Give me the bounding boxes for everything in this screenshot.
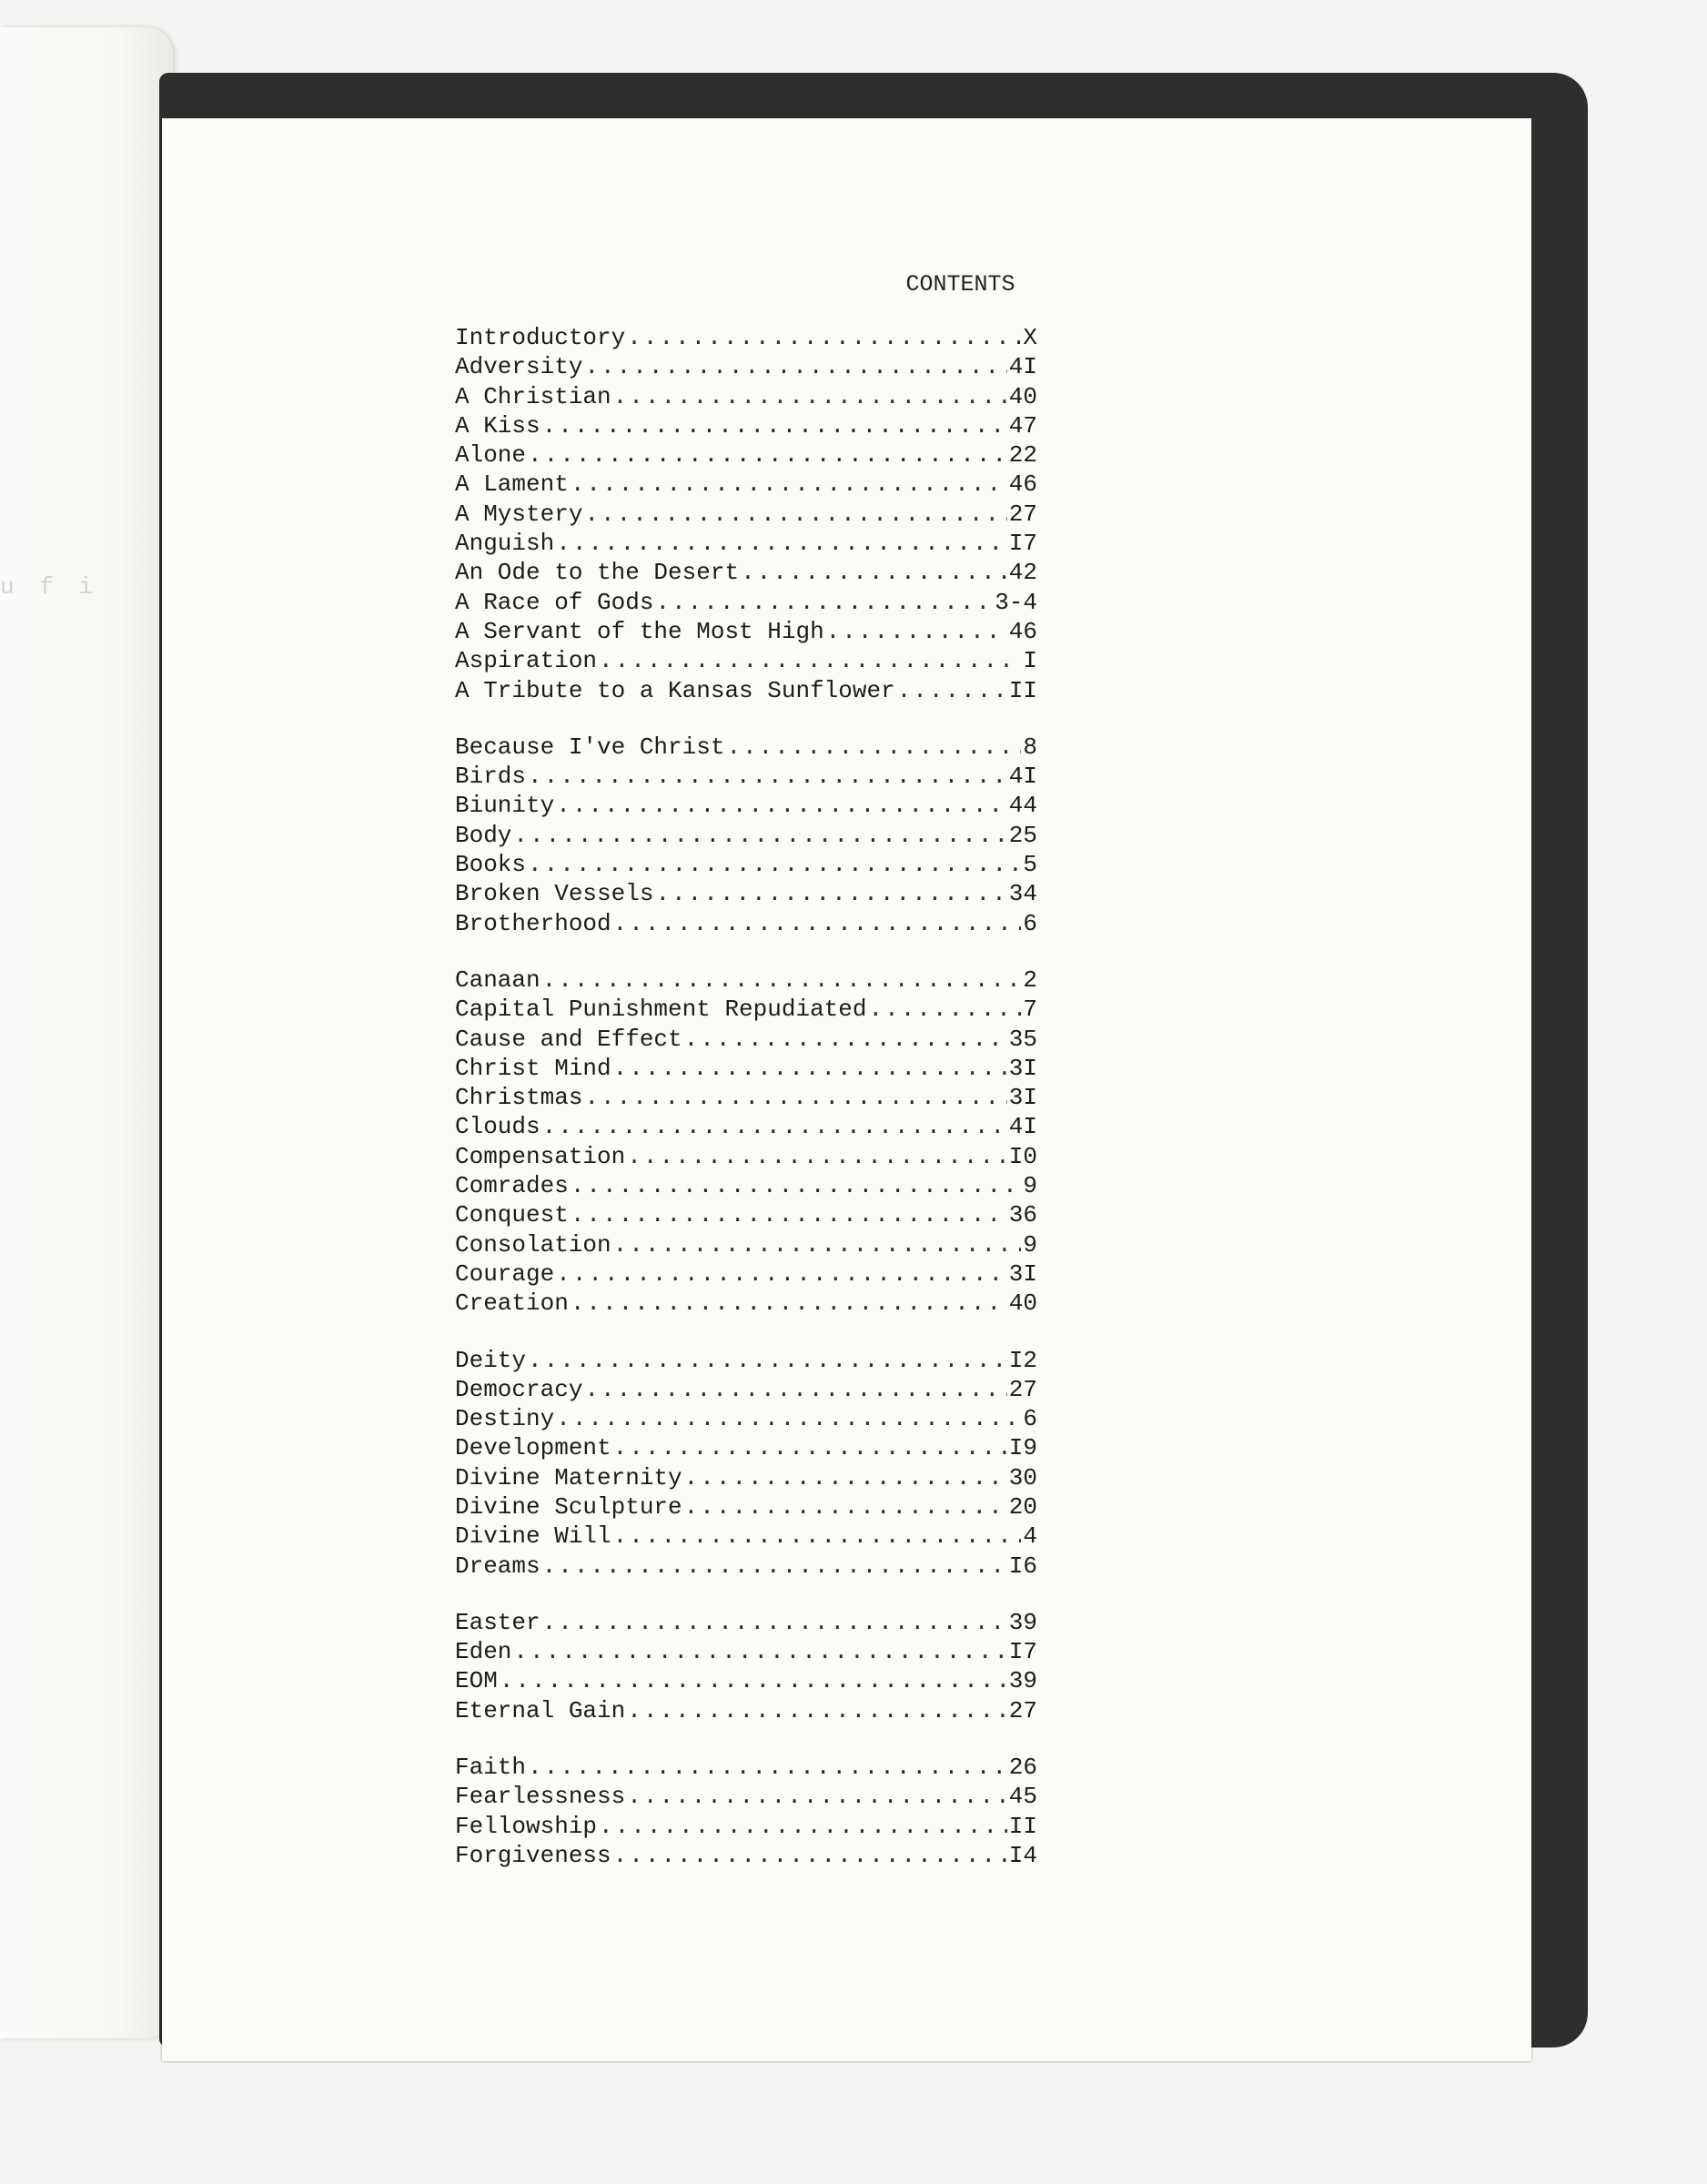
- toc-entry: [455, 1172, 1037, 1201]
- toc-entry: [455, 1493, 1037, 1522]
- toc-entry: [455, 324, 1037, 353]
- entry-title: Courage: [455, 1259, 555, 1288]
- toc-entry: [455, 1842, 1037, 1871]
- entry-title: A Race of Gods: [455, 588, 654, 616]
- entry-title: Anguish: [455, 530, 555, 558]
- toc-group: [455, 966, 1037, 1320]
- toc-entry: [455, 880, 1037, 909]
- entry-title: Democracy: [455, 1375, 583, 1403]
- toc-entry: [455, 1347, 1037, 1376]
- entry-page-number: 30: [1008, 1463, 1037, 1491]
- toc-entry: [455, 1201, 1037, 1230]
- toc-entry: [455, 1638, 1037, 1667]
- dot-leader: [613, 1231, 1022, 1259]
- entry-page-number: 25: [1008, 821, 1037, 849]
- entry-title: Clouds: [455, 1113, 540, 1141]
- entry-title: Dreams: [455, 1552, 540, 1580]
- dot-leader: [599, 647, 1021, 674]
- dot-leader: [556, 1260, 1007, 1288]
- entry-page-number: 47: [1008, 411, 1037, 440]
- toc-entry: [455, 383, 1037, 412]
- entry-page-number: I0: [1008, 1142, 1037, 1170]
- entry-page-number: 7: [1023, 996, 1037, 1024]
- toc-entry: [455, 1552, 1037, 1582]
- toc-group: [455, 733, 1037, 939]
- entry-page-number: 39: [1008, 1608, 1037, 1636]
- dot-leader: [613, 1055, 1007, 1082]
- entry-title: Capital Punishment Repudiated: [455, 996, 867, 1024]
- dot-leader: [571, 470, 1007, 498]
- entry-page-number: 40: [1008, 382, 1037, 410]
- entry-title: Christ Mind: [455, 1054, 611, 1082]
- entry-page-number: 2: [1023, 966, 1037, 994]
- dot-leader: [627, 1783, 1007, 1810]
- dot-leader: [868, 996, 1021, 1023]
- entry-title: Introductory: [455, 324, 626, 351]
- toc-entry: [455, 353, 1037, 382]
- entry-page-number: 4I: [1008, 353, 1037, 381]
- dot-leader: [599, 1813, 1007, 1840]
- toc-group: [455, 1347, 1037, 1582]
- entry-title: Destiny: [455, 1405, 555, 1433]
- dot-leader: [613, 1434, 1007, 1461]
- toc-entry: [455, 1260, 1037, 1289]
- entry-page-number: 8: [1023, 733, 1037, 761]
- entry-title: Creation: [455, 1289, 569, 1318]
- contents-page: [162, 118, 1531, 2061]
- entry-page-number: 9: [1023, 1172, 1037, 1200]
- entry-title: Christmas: [455, 1084, 583, 1112]
- dot-leader: [542, 1609, 1007, 1636]
- entry-title: Fearlessness: [455, 1783, 626, 1811]
- entry-page-number: 3I: [1008, 1259, 1037, 1288]
- dot-leader: [571, 1172, 1022, 1199]
- dot-leader: [584, 353, 1006, 380]
- entry-title: A Lament: [455, 470, 569, 499]
- entry-title: Consolation: [455, 1230, 611, 1259]
- entry-page-number: 45: [1008, 1783, 1037, 1811]
- entry-page-number: 20: [1008, 1492, 1037, 1521]
- dot-leader: [542, 1552, 1007, 1580]
- toc-entry: [455, 910, 1037, 939]
- entry-title: Divine Maternity: [455, 1463, 682, 1491]
- entry-page-number: X: [1023, 324, 1037, 351]
- dot-leader: [528, 1754, 1007, 1781]
- entry-title: Adversity: [455, 353, 583, 381]
- entry-page-number: 22: [1008, 441, 1037, 470]
- entry-page-number: 5: [1023, 851, 1037, 879]
- dot-leader: [571, 1201, 1007, 1228]
- entry-page-number: 36: [1008, 1201, 1037, 1229]
- entry-title: EOM: [455, 1667, 498, 1695]
- dot-leader: [826, 618, 1007, 645]
- entry-page-number: II: [1008, 676, 1037, 704]
- toc-entry: [455, 412, 1037, 441]
- entry-page-number: I: [1023, 647, 1037, 675]
- entry-title: Books: [455, 851, 527, 879]
- toc-entry: [455, 822, 1037, 851]
- dot-leader: [627, 1143, 1007, 1170]
- entry-page-number: 27: [1008, 1375, 1037, 1403]
- toc-entry: [455, 1376, 1037, 1405]
- toc-entry: [455, 559, 1037, 588]
- toc-entry: [455, 1084, 1037, 1113]
- entry-page-number: 27: [1008, 500, 1037, 528]
- entry-page-number: II: [1008, 1812, 1037, 1840]
- entry-page-number: 44: [1008, 792, 1037, 820]
- entry-title: Development: [455, 1434, 611, 1462]
- entry-title: Faith: [455, 1754, 527, 1782]
- entry-title: Fellowship: [455, 1812, 598, 1840]
- entry-title: Easter: [455, 1608, 540, 1636]
- dot-leader: [556, 530, 1007, 557]
- entry-title: Biunity: [455, 792, 555, 820]
- entry-title: Birds: [455, 763, 527, 791]
- dot-leader: [556, 1405, 1021, 1432]
- entry-page-number: 3I: [1008, 1054, 1037, 1082]
- entry-page-number: 3I: [1008, 1084, 1037, 1112]
- dot-leader: [528, 441, 1007, 469]
- toc-entry: [455, 1231, 1037, 1260]
- entry-title: Body: [455, 821, 512, 849]
- dot-leader: [556, 792, 1007, 819]
- toc-entry: [455, 1055, 1037, 1084]
- dot-leader: [542, 1113, 1007, 1140]
- dot-leader: [613, 383, 1007, 410]
- dot-leader: [584, 1084, 1006, 1111]
- dot-leader: [542, 412, 1007, 440]
- toc-entry: [455, 733, 1037, 763]
- toc-entry: [455, 1522, 1037, 1552]
- toc-entry: [455, 677, 1037, 706]
- dot-leader: [513, 1638, 1006, 1665]
- entry-title: Brotherhood: [455, 909, 611, 937]
- page-title: CONTENTS: [905, 271, 1015, 298]
- entry-page-number: 6: [1023, 909, 1037, 937]
- toc-entry: [455, 1609, 1037, 1638]
- toc-entry: [455, 441, 1037, 470]
- dot-leader: [528, 763, 1007, 790]
- dot-leader: [684, 1464, 1007, 1491]
- entry-title: Aspiration: [455, 647, 598, 675]
- dot-leader: [500, 1667, 1007, 1694]
- toc-entry: [455, 763, 1037, 792]
- entry-title: Divine Sculpture: [455, 1492, 682, 1521]
- dot-leader: [584, 1376, 1006, 1403]
- toc-entry: [455, 792, 1037, 821]
- entry-title: Alone: [455, 441, 527, 470]
- toc-entry: [455, 1813, 1037, 1842]
- dot-leader: [655, 589, 993, 616]
- toc-entry: [455, 1026, 1037, 1055]
- dot-leader: [726, 733, 1021, 761]
- toc-entry: [455, 996, 1037, 1025]
- entry-title: A Servant of the Most High: [455, 617, 824, 645]
- entry-title: Cause and Effect: [455, 1025, 682, 1053]
- dot-leader: [627, 1697, 1007, 1724]
- entry-title: A Tribute to a Kansas Sunflower: [455, 676, 895, 704]
- toc-entry: [455, 1464, 1037, 1493]
- entry-page-number: 46: [1008, 470, 1037, 499]
- left-page: [0, 27, 173, 2038]
- entry-title: A Mystery: [455, 500, 583, 528]
- entry-page-number: 6: [1023, 1405, 1037, 1433]
- dot-leader: [655, 880, 1006, 907]
- toc-entry: [455, 1113, 1037, 1142]
- dot-leader: [897, 677, 1007, 704]
- dot-leader: [684, 1493, 1007, 1521]
- entry-title: Deity: [455, 1346, 527, 1374]
- entry-title: Eden: [455, 1638, 512, 1666]
- toc-entry: [455, 647, 1037, 676]
- toc-entry: [455, 589, 1037, 618]
- toc-entry: [455, 966, 1037, 996]
- entry-page-number: I7: [1008, 1638, 1037, 1666]
- entry-page-number: 46: [1008, 617, 1037, 645]
- entry-page-number: 4: [1023, 1522, 1037, 1551]
- toc-group: [455, 1609, 1037, 1726]
- toc-group: [455, 1754, 1037, 1871]
- entry-page-number: I2: [1008, 1346, 1037, 1374]
- dot-leader: [528, 851, 1021, 878]
- table-of-contents: [455, 324, 1037, 1898]
- toc-entry: [455, 1434, 1037, 1463]
- toc-entry: [455, 1289, 1037, 1319]
- dot-leader: [584, 500, 1006, 528]
- entry-title: Comrades: [455, 1172, 569, 1200]
- entry-title: Conquest: [455, 1201, 569, 1229]
- toc-entry: [455, 530, 1037, 559]
- entry-page-number: 27: [1008, 1696, 1037, 1724]
- toc-entry: [455, 470, 1037, 500]
- entry-page-number: 9: [1023, 1230, 1037, 1259]
- dot-leader: [513, 822, 1006, 849]
- entry-page-number: I4: [1008, 1841, 1037, 1869]
- toc-entry: [455, 500, 1037, 530]
- toc-entry: [455, 1783, 1037, 1812]
- dot-leader: [571, 1289, 1007, 1317]
- dot-leader: [528, 1347, 1007, 1374]
- entry-page-number: 42: [1008, 559, 1037, 587]
- dot-leader: [684, 1026, 1007, 1053]
- entry-page-number: 4I: [1008, 1113, 1037, 1141]
- entry-page-number: 39: [1008, 1667, 1037, 1695]
- entry-page-number: 4I: [1008, 763, 1037, 791]
- entry-title: Because I've Christ: [455, 733, 725, 761]
- entry-page-number: 40: [1008, 1289, 1037, 1318]
- toc-entry: [455, 618, 1037, 647]
- entry-title: A Christian: [455, 382, 611, 410]
- toc-entry: [455, 1143, 1037, 1172]
- toc-entry: [455, 851, 1037, 880]
- dot-leader: [613, 1842, 1007, 1869]
- entry-title: A Kiss: [455, 411, 540, 440]
- entry-title: Broken Vessels: [455, 880, 654, 908]
- show-through-marks: u f i: [0, 573, 99, 601]
- entry-page-number: 26: [1008, 1754, 1037, 1782]
- entry-page-number: 35: [1008, 1025, 1037, 1053]
- dot-leader: [542, 966, 1022, 994]
- dot-leader: [613, 1522, 1022, 1550]
- entry-title: Eternal Gain: [455, 1696, 626, 1724]
- entry-page-number: 3-4: [995, 588, 1037, 616]
- dot-leader: [613, 910, 1022, 937]
- entry-title: Compensation: [455, 1142, 626, 1170]
- toc-entry: [455, 1405, 1037, 1434]
- toc-entry: [455, 1667, 1037, 1696]
- entry-page-number: 34: [1008, 880, 1037, 908]
- entry-page-number: I7: [1008, 530, 1037, 558]
- toc-group: [455, 324, 1037, 706]
- entry-title: Divine Will: [455, 1522, 611, 1551]
- dot-leader: [627, 324, 1021, 351]
- entry-title: Canaan: [455, 966, 540, 994]
- toc-entry: [455, 1754, 1037, 1783]
- toc-entry: [455, 1697, 1037, 1726]
- entry-title: An Ode to the Desert: [455, 559, 740, 587]
- entry-page-number: I9: [1008, 1434, 1037, 1462]
- entry-page-number: I6: [1008, 1552, 1037, 1580]
- dot-leader: [741, 559, 1007, 586]
- entry-title: Forgiveness: [455, 1841, 611, 1869]
